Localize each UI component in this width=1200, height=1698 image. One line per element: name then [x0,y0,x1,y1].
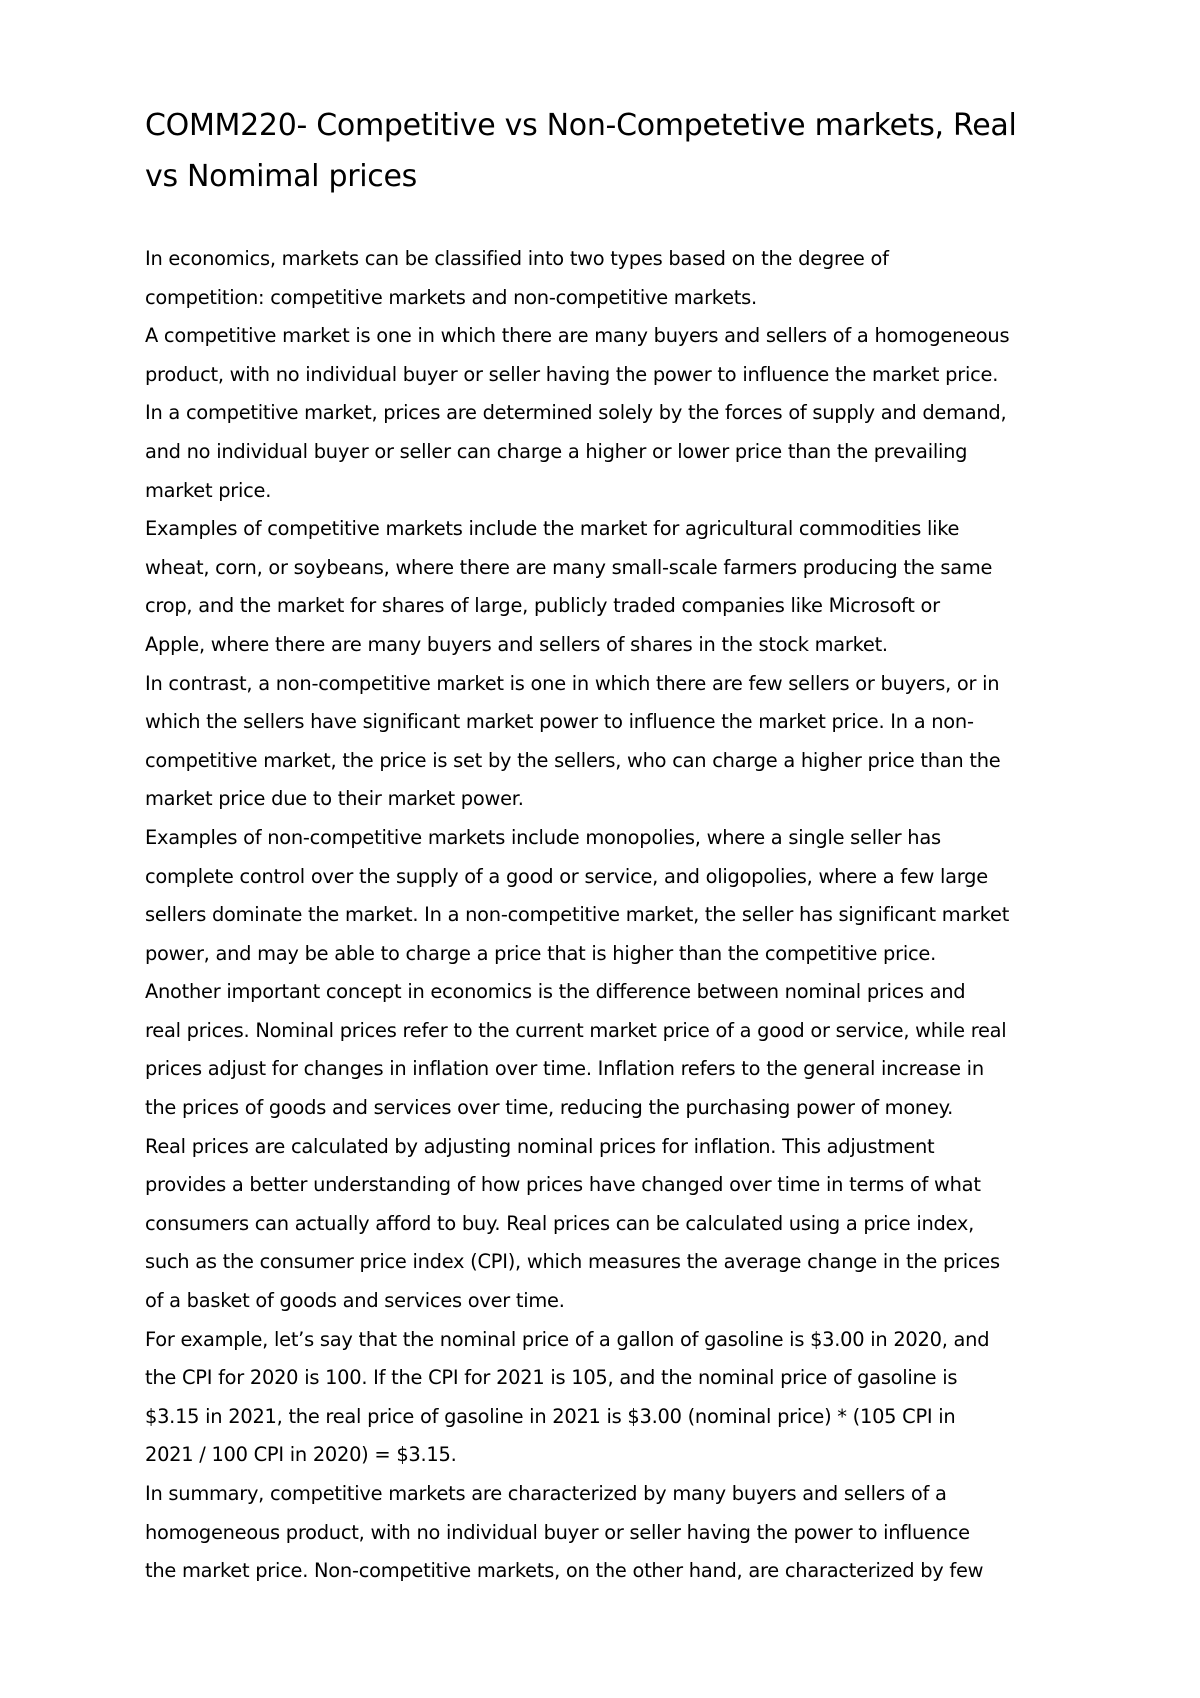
text-line: Examples of competitive markets include the market for agricultural commodities like [145,517,960,541]
paragraph-real-prices [145,1128,1075,1321]
text-line: provides a better understanding of how prices have changed over time in terms of what [145,1173,981,1197]
text-line: In economics, markets can be classified into two types based on the degree of [145,247,889,270]
paragraph-nominal-vs-real [145,973,1075,1127]
text-line: and no individual buyer or seller can charge a higher or lower price than the prevailing [145,439,968,463]
text-line: 2021 / 100 CPI in 2020) = $3.15. [145,1443,457,1467]
text-line: market price due to their market power. [145,787,524,811]
text-line: prices adjust for changes in inflation over time. Inflation refers to the general increase in [145,1057,984,1081]
text-line: Real prices are calculated by adjusting nominal prices for inflation. This adjustment [145,1134,935,1158]
text-line: product, with no individual buyer or seller having the power to influence the market price. [145,362,999,386]
document-body [145,240,1075,1591]
text-line: consumers can actually afford to buy. Real prices can be calculated using a price index, [145,1211,975,1235]
text-line: In a competitive market, prices are determined solely by the forces of supply and demand, [145,401,1007,425]
text-line: competition: competitive markets and non-competitive markets. [145,285,757,309]
document-title [145,100,1075,202]
text-line: In contrast, a non-competitive market is one in which there are few sellers or buyers, or in [145,671,1000,695]
text-line: the prices of goods and services over time, reducing the purchasing power of money. [145,1096,954,1120]
text-line: which the sellers have significant market power to influence the market price. In a non- [145,710,974,734]
text-line: Apple, where there are many buyers and sellers of shares in the stock market. [145,632,888,656]
document-page [145,100,1075,1591]
text-line: A competitive market is one in which there are many buyers and sellers of a homogeneous [145,324,1010,348]
text-line: In summary, competitive markets are characterized by many buyers and sellers of a [145,1482,947,1505]
paragraph-intro [145,240,1075,317]
paragraph-non-competitive-examples [145,819,1075,973]
text-line: the market price. Non-competitive markets, on the other hand, are characterized by few [145,1559,984,1583]
paragraph-gasoline-example [145,1321,1075,1475]
text-line: Another important concept in economics is the difference between nominal prices and [145,980,966,1004]
text-line: competitive market, the price is set by the sellers, who can charge a higher price than the [145,748,1001,772]
text-line: crop, and the market for shares of large, publicly traded companies like Microsoft or [145,594,940,618]
text-line: wheat, corn, or soybeans, where there are many small-scale farmers producing the same [145,555,993,579]
text-line: homogeneous product, with no individual buyer or seller having the power to influence [145,1520,970,1544]
text-line: the CPI for 2020 is 100. If the CPI for 2021 is 105, and the nominal price of gasoline is [145,1366,958,1390]
text-line: power, and may be able to charge a price that is higher than the competitive price. [145,941,936,965]
paragraph-competitive-examples [145,510,1075,664]
title-line: COMM220- Competitive vs Non-Competetive markets, Real [145,108,1017,143]
paragraph-summary [145,1475,1075,1591]
text-line: real prices. Nominal prices refer to the current market price of a good or service, while real [145,1018,1007,1042]
text-line: For example, let’s say that the nominal price of a gallon of gasoline is $3.00 in 2020, and [145,1327,990,1351]
text-line: complete control over the supply of a good or service, and oligopolies, where a few large [145,864,988,888]
paragraph-competitive-definition [145,317,1075,510]
title-line: vs Nomimal prices [145,159,417,194]
text-line: Examples of non-competitive markets include monopolies, where a single seller has [145,825,941,849]
text-line: such as the consumer price index (CPI), which measures the average change in the prices [145,1250,1000,1274]
text-line: sellers dominate the market. In a non-competitive market, the seller has significant market [145,903,1010,927]
text-line: market price. [145,478,272,502]
text-line: of a basket of goods and services over time. [145,1289,565,1313]
paragraph-non-competitive-definition [145,665,1075,819]
text-line: $3.15 in 2021, the real price of gasoline in 2021 is $3.00 (nominal price) * (105 CPI in [145,1404,956,1428]
